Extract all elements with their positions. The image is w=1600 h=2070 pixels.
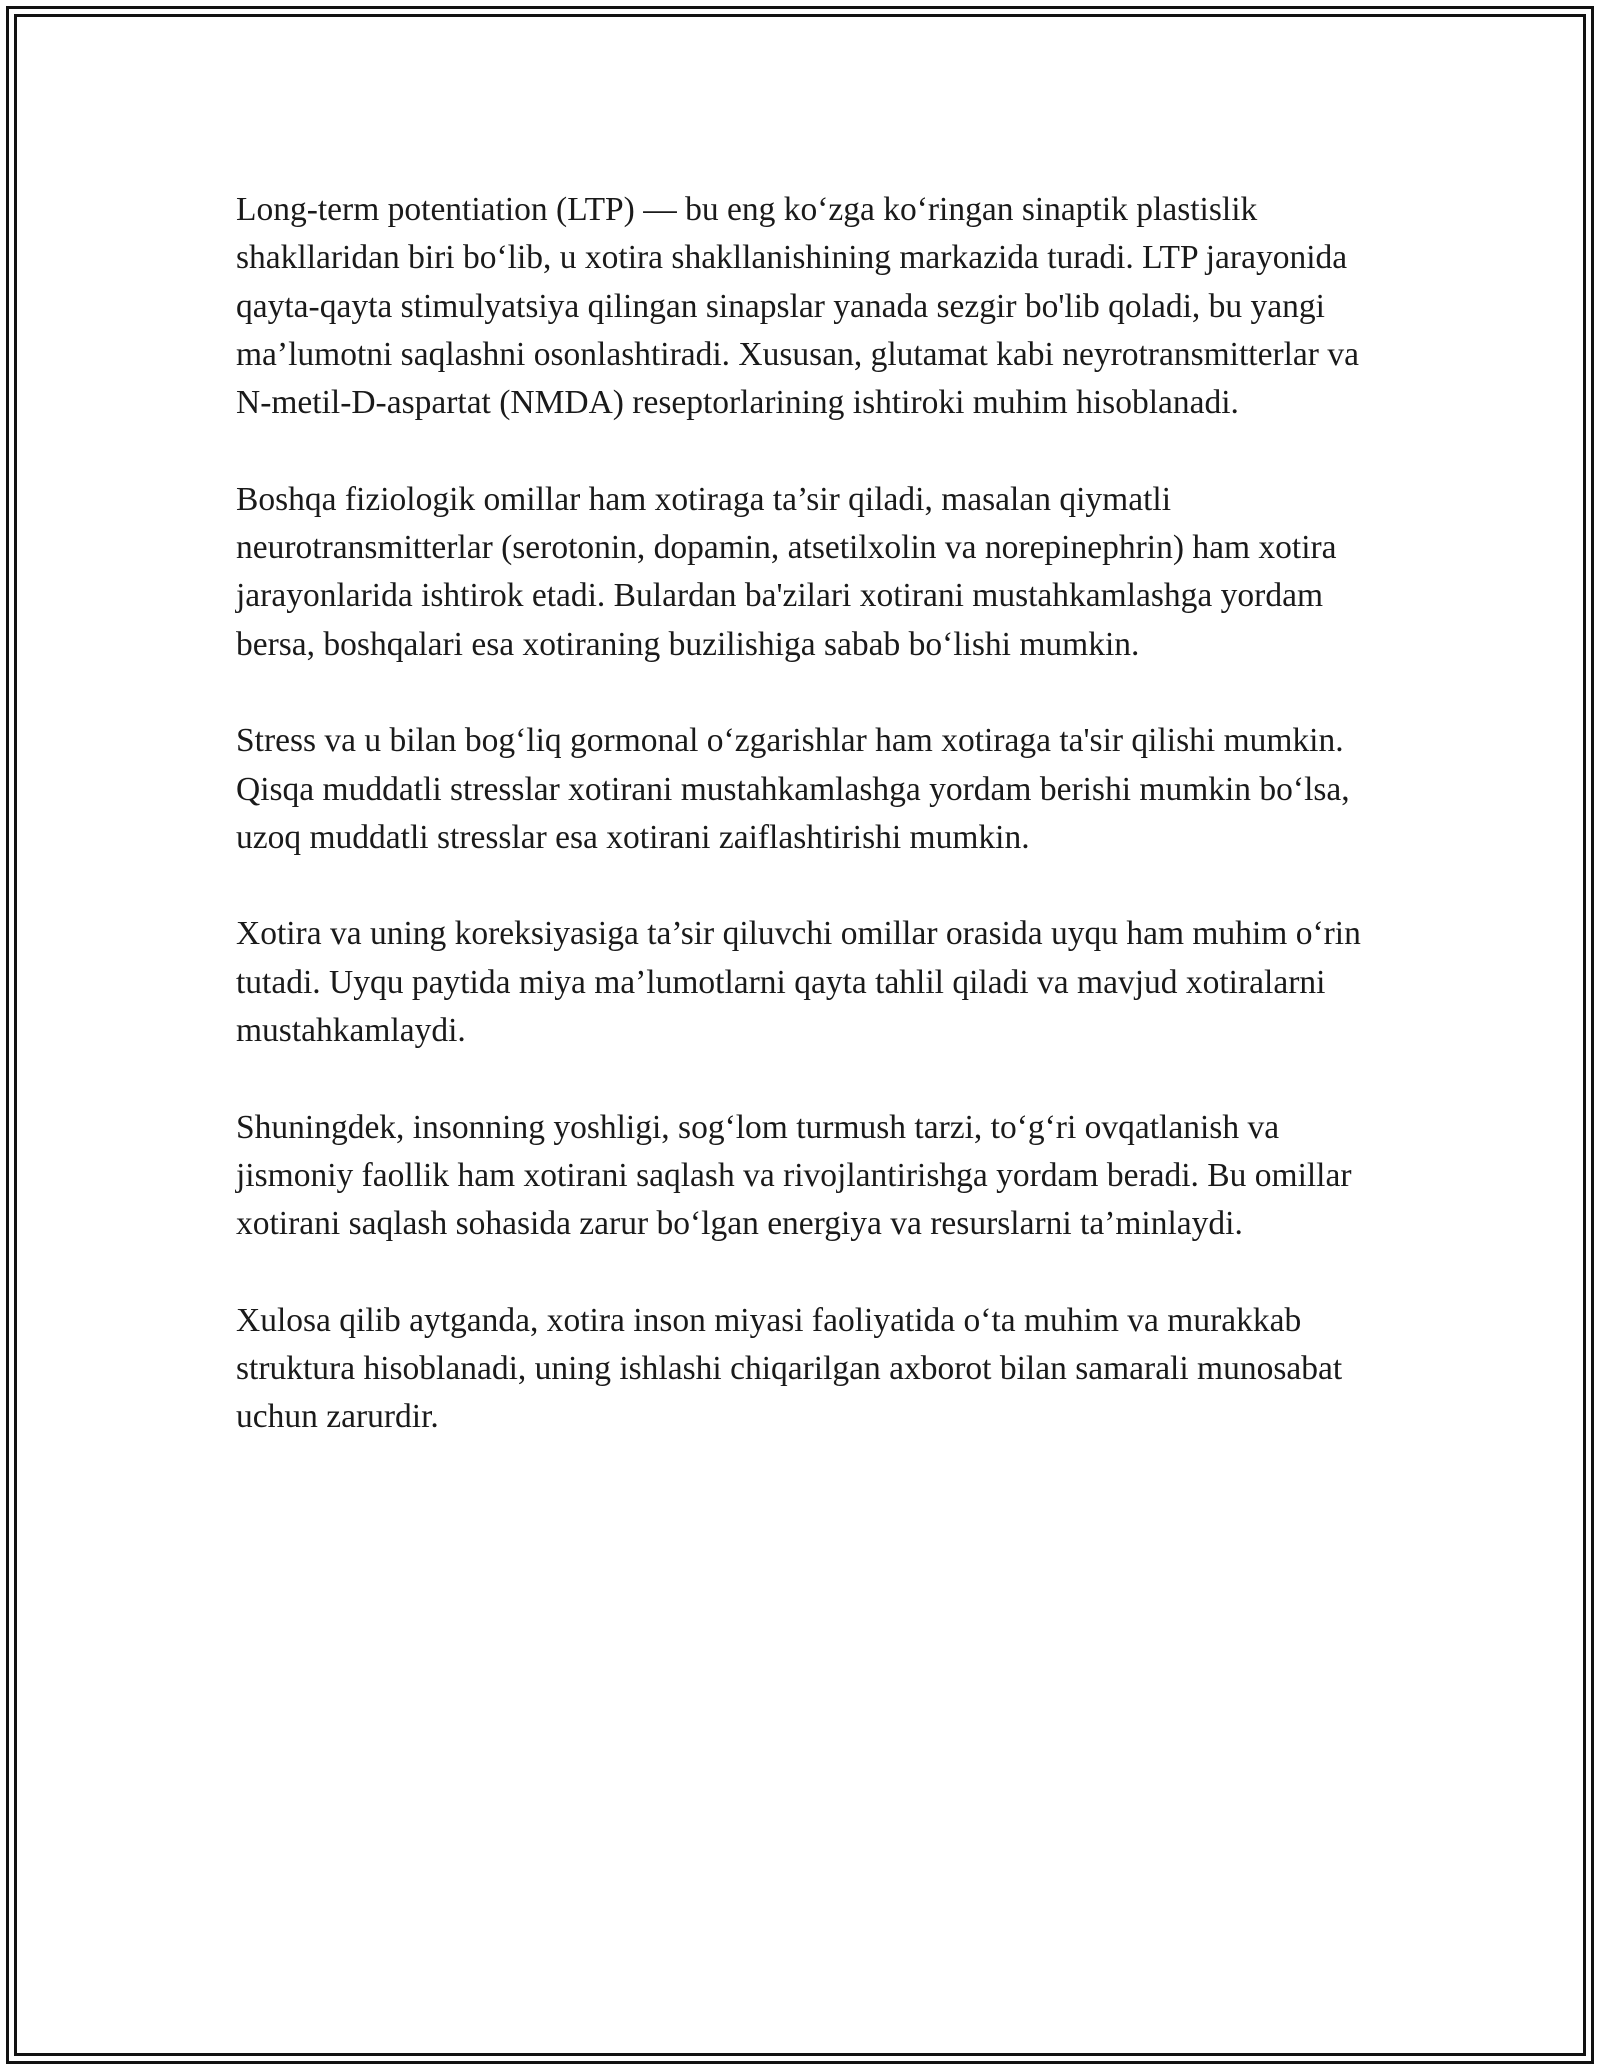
paragraph-lifestyle: Shuningdek, insonning yoshligi, sog‘lom turmush tarzi, to‘g‘ri ovqatlanish va jismoniy faollik ham xotirani saqlash va rivojlantirishga yordam beradi. Bu omillar xotirani saqlash sohasida zarur bo‘lgan energiya va resurslarni ta’minlaydi. [236,1108,1352,1243]
paragraph-ltp: Long-term potentiation (LTP) — bu eng ko‘zga ko‘ringan sinaptik plastislik shakllaridan biri bo‘lib, u xotira shakllanishining markazida turadi. LTP jarayonida qayta-qayta stimulyatsiya qilingan sinapslar yanada sezgir bo'lib qoladi, bu yangi ma’lumotni saqlashni osonlashtiradi. Xususan, glutamat kabi neyrotransmitterlar va N-metil-D-aspartat (NMDA) reseptorlarining ishtiroki muhim hisoblanadi. [236,191,1359,422]
paragraph-neurotransmitters: Boshqa fiziologik omillar ham xotiraga ta’sir qiladi, masalan qiymatli neurotransmitterlar (serotonin, dopamin, atsetilxolin va norepinephrin) ham xotira jarayonlarida ishtirok etadi. Bulardan ba'zilari xotirani mustahkamlashga yordam bersa, boshqalari esa xotiraning buzilishiga sabab bo‘lishi mumkin. [236,480,1337,663]
paragraph-conclusion: Xulosa qilib aytganda, xotira inson miyasi faoliyatida o‘ta muhim va murakkab struktura hisoblanadi, uning ishlashi chiqarilgan axborot bilan samarali munosabat uchun zarurdir. [236,1301,1343,1436]
paragraph-stress: Stress va u bilan bog‘liq gormonal o‘zgarishlar ham xotiraga ta'sir qilishi mumkin. Qisqa muddatli stresslar xotirani mustahkamlashga yordam berishi mumkin bo‘lsa, uzoq muddatli stresslar esa xotirani zaiflashtirishi mumkin. [236,722,1350,856]
document-body [236,186,1366,1442]
paragraph-sleep: Xotira va uning koreksiyasiga ta’sir qiluvchi omillar orasida uyqu ham muhim o‘rin tutadi. Uyqu paytida miya ma’lumotlarni qayta tahlil qiladi va mavjud xotiralarni mustahkamlaydi. [236,915,1361,1050]
